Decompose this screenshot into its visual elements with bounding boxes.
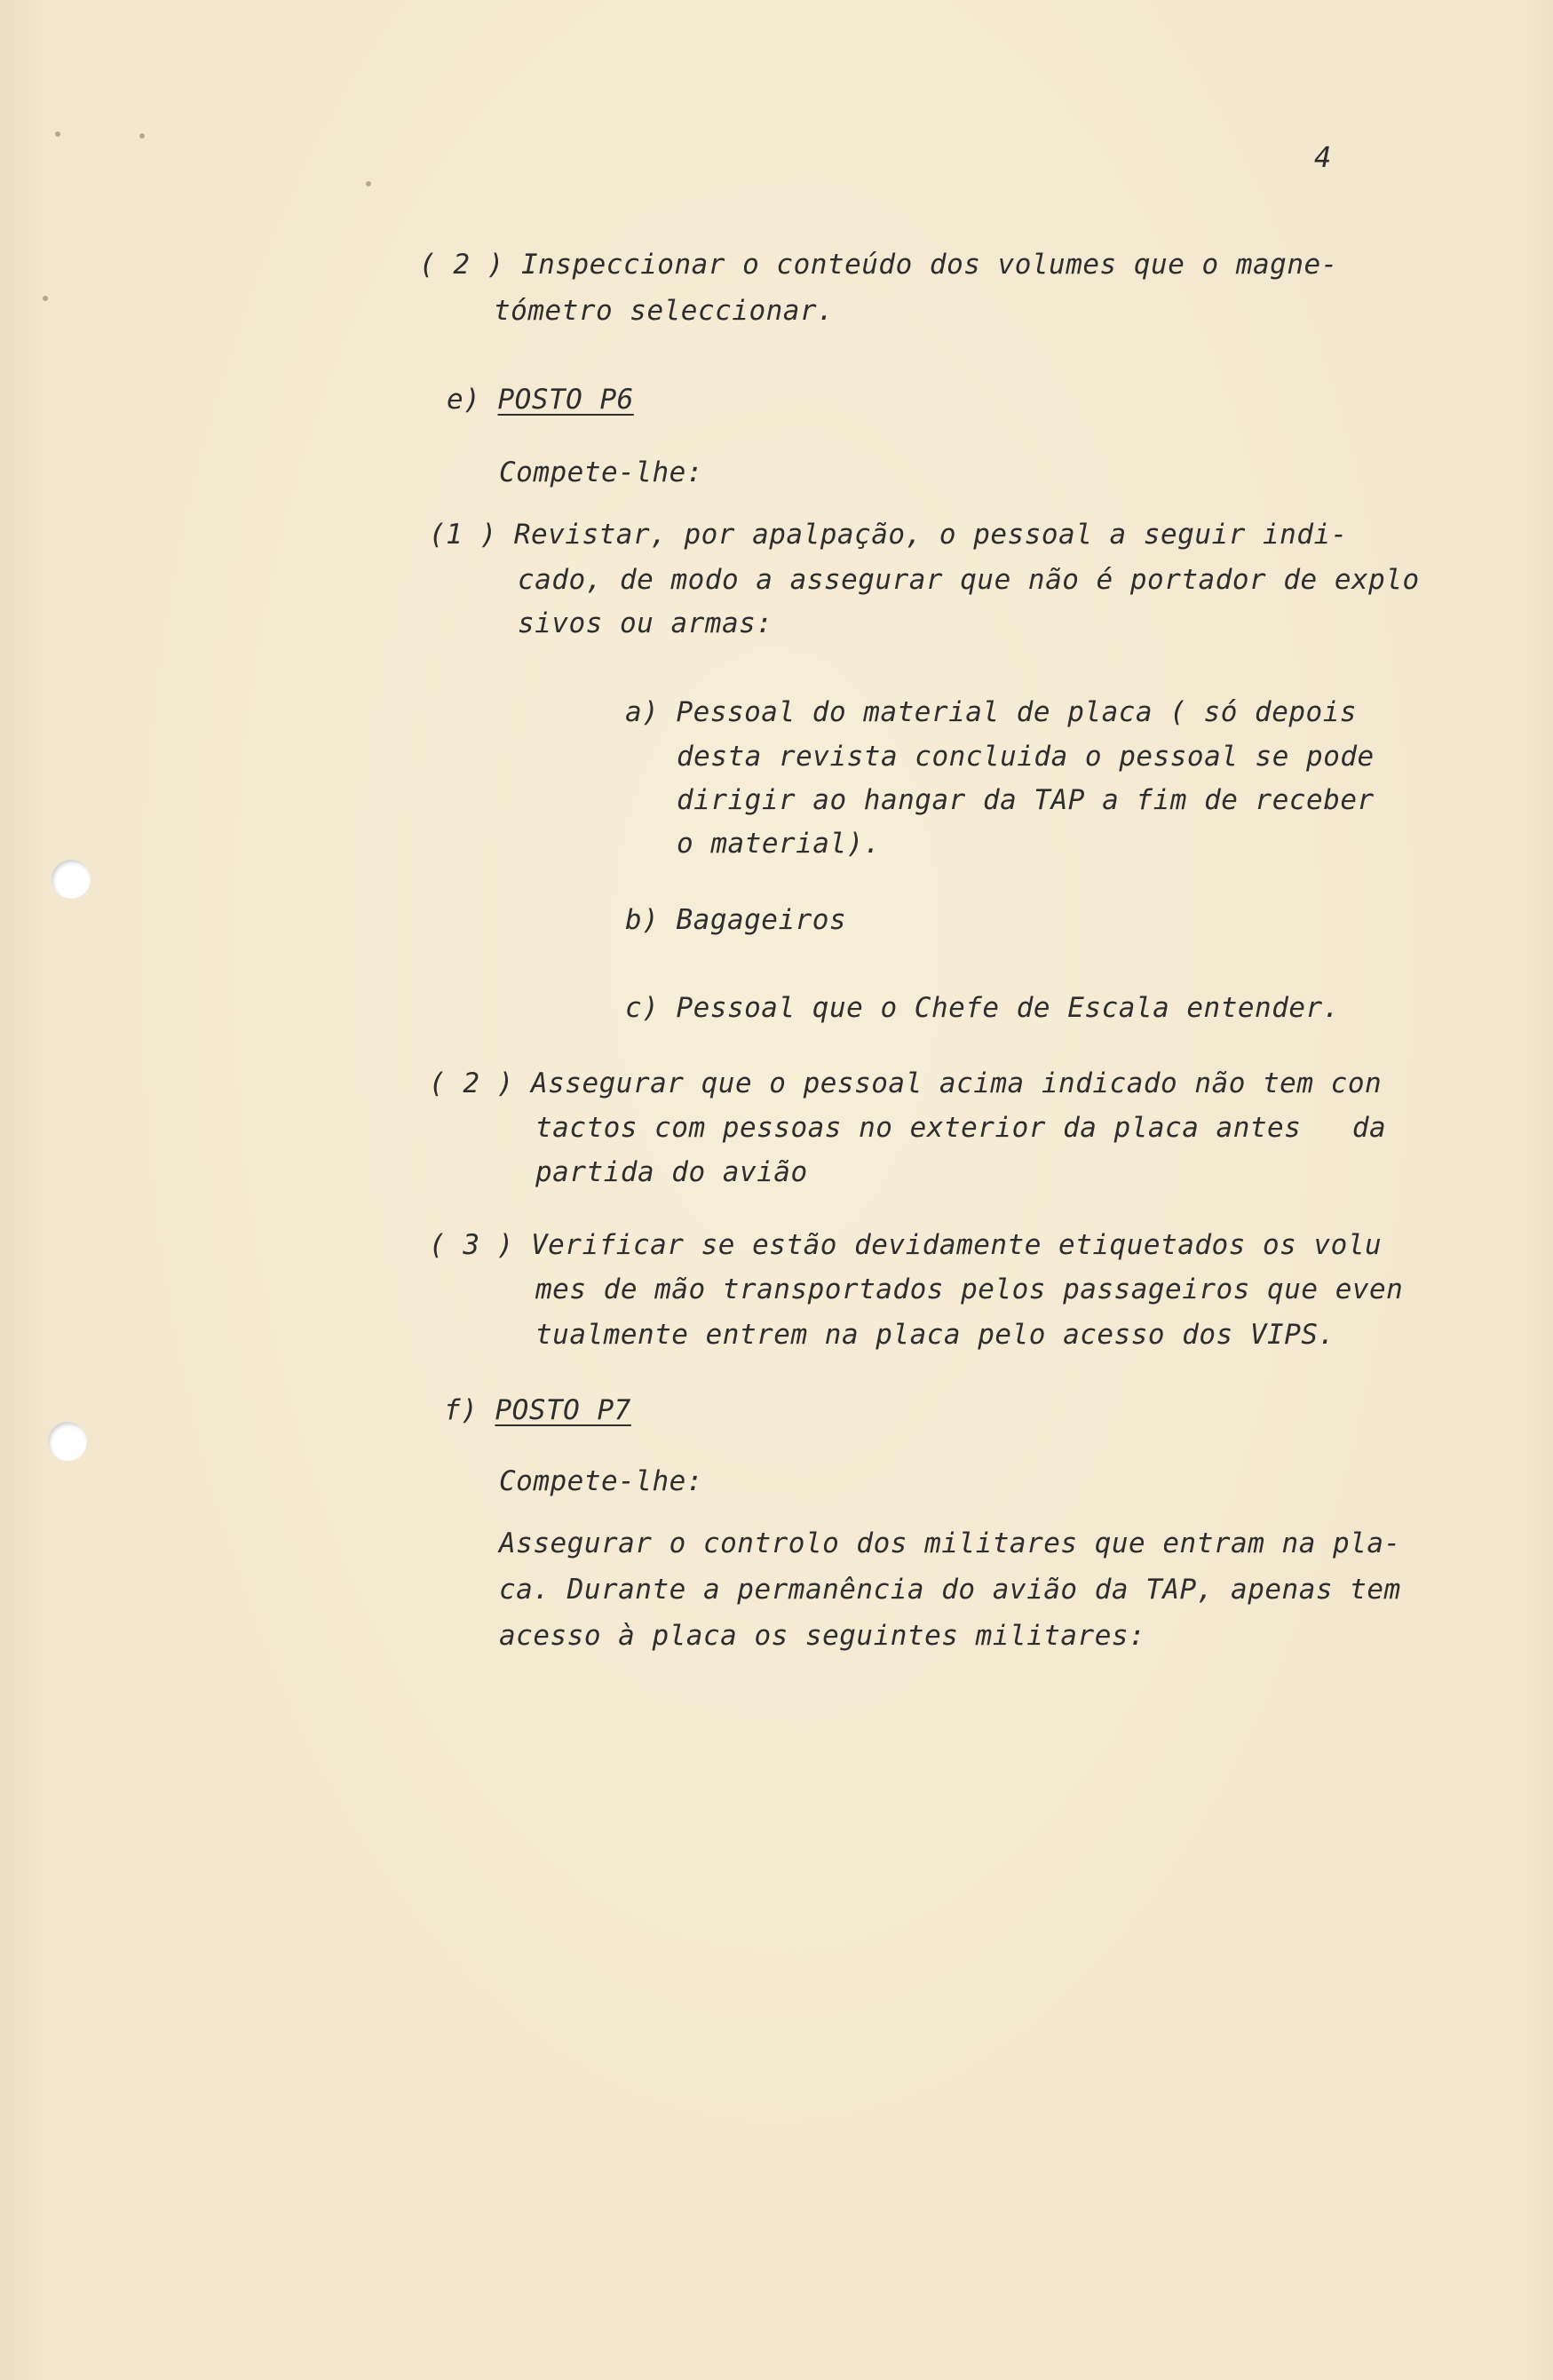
subitem-a-line-3: dirigir ao hangar da TAP a fim de receber [677,784,1375,816]
compete-lhe-p6: Compete-lhe: [499,456,703,488]
item-1-line-1: (1 ) Revistar, por apalpação, o pessoal a seguir indi- [429,519,1348,551]
subitem-a-line-4: o material). [677,828,881,860]
item-2b-line-3: partida do avião [535,1156,808,1188]
punch-hole-top [52,860,91,899]
section-f-prefix: f) [444,1394,495,1426]
paper-speck [55,131,60,137]
subitem-a-line-2: desta revista concluida o pessoal se pode [677,741,1375,773]
paper-speck [366,181,371,186]
p7-paragraph-line-2: ca. Durante a permanência do avião da TAP, apenas tem [499,1574,1401,1606]
page-number: 4 [1314,140,1332,174]
punch-hole-bottom [48,1422,87,1461]
subitem-c: c) Pessoal que o Chefe de Escala entender. [625,992,1340,1024]
item-2-line-2: tómetro seleccionar. [494,295,835,327]
p7-paragraph-line-1: Assegurar o controlo dos militares que entram na pla- [499,1527,1401,1559]
item-2-line-1: ( 2 ) Inspeccionar o conteúdo dos volumes que o magne- [419,249,1338,281]
section-f-heading [444,1392,631,1428]
item-3-line-2: mes de mão transportados pelos passageiros que even [535,1273,1404,1305]
item-2b-line-2: tactos com pessoas no exterior da placa antes da [535,1112,1387,1144]
item-2b-line-1: ( 2 ) Assegurar que o pessoal acima indicado não tem con [429,1067,1383,1099]
item-3-line-3: tualmente entrem na placa pelo acesso dos VIPS. [535,1319,1335,1351]
section-e-heading [447,382,634,417]
item-1-line-3: sivos ou armas: [518,607,773,639]
p7-paragraph-line-3: acesso à placa os seguintes militares: [499,1620,1146,1652]
item-3-line-1: ( 3 ) Verificar se estão devidamente etiquetados os volu [429,1229,1383,1261]
posto-p6-title: POSTO P6 [497,384,634,416]
posto-p7-title: POSTO P7 [495,1394,631,1426]
compete-lhe-p7: Compete-lhe: [499,1465,703,1497]
subitem-b: b) Bagageiros [625,904,847,936]
item-1-line-2: cado, de modo a assegurar que não é portador de explo [518,564,1420,596]
subitem-a-line-1: a) Pessoal do material de placa ( só depois [625,696,1358,728]
paper-speck [139,133,145,139]
section-e-prefix: e) [447,384,498,416]
paper-speck [43,296,48,301]
